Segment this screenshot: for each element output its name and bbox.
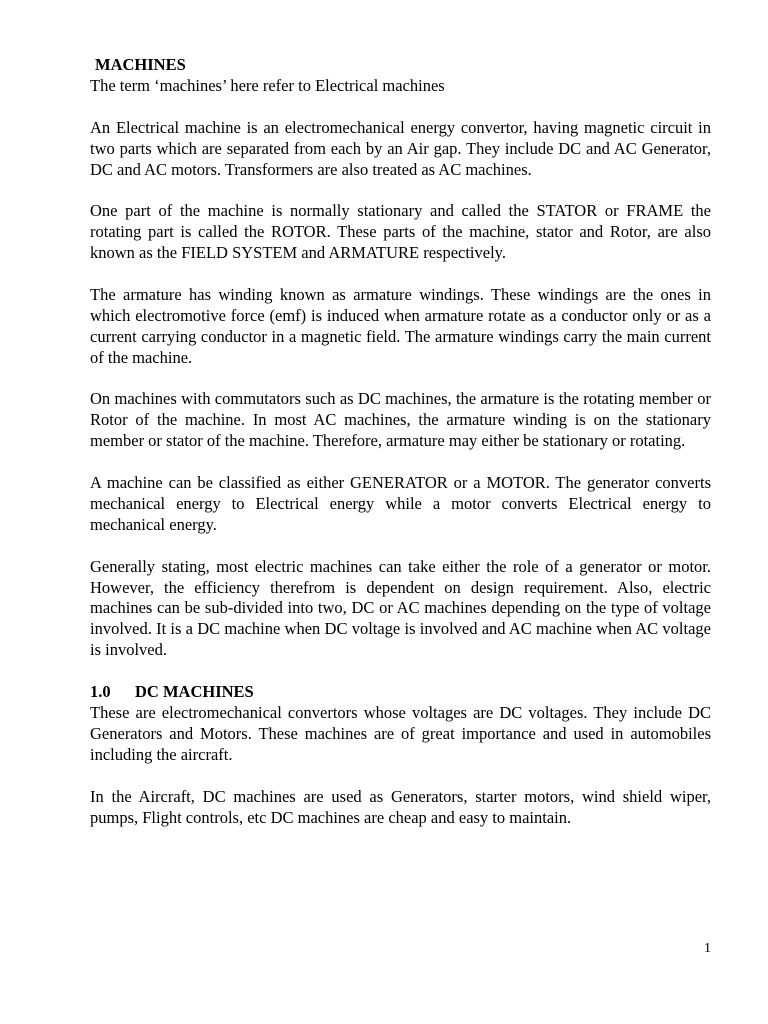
section-title: DC MACHINES [135,682,254,702]
paragraph-3: The armature has winding known as armature windings. These windings are the ones in which electromotive force (emf) is induced when armature rotate as a conductor only or as a current carrying conductor in a magnetic field. The armature windings carry the main current of the machine. [90,284,711,367]
section-number: 1.0 [90,682,111,702]
paragraph-4: On machines with commutators such as DC machines, the armature is the rotating member or Rotor of the machine. In most AC machines, the armature winding is on the stationary member or stator of the machine. Therefore, armature may either be stationary or rotating. [90,389,711,451]
page-number: 1 [704,941,711,956]
section-heading [90,682,711,703]
section-paragraph-2: In the Aircraft, DC machines are used as Generators, starter motors, wind shield wiper, pumps, Flight controls, etc DC machines are cheap and easy to maintain. [90,786,711,827]
paragraph-6: Generally stating, most electric machines can take either the role of a generator or motor. However, the efficiency therefrom is dependent on design requirement. Also, electric machines can be sub-divided into two, DC or AC machines depending on the type of voltage involved. It is a DC machine when DC voltage is involved and AC machine when AC voltage is involved. [90,556,711,660]
paragraph-1: An Electrical machine is an electromechanical energy convertor, having magnetic circuit in two parts which are separated from each by an Air gap. They include DC and AC Generator, DC and AC motors. Transformers are also treated as AC machines. [90,117,711,179]
document-subtitle: The term ‘machines’ here refer to Electrical machines [90,75,445,95]
section-paragraph-1: These are electromechanical convertors whose voltages are DC voltages. They include DC Generators and Motors. These machines are of great importance and used in automobiles including the aircraft. [90,702,711,764]
document-title: MACHINES [95,55,186,74]
paragraph-2: One part of the machine is normally stationary and called the STATOR or FRAME the rotating part is called the ROTOR. These parts of the machine, stator and Rotor, are also known as the FIELD SYSTEM and ARMATURE respectively. [90,201,711,263]
paragraph-5: A machine can be classified as either GENERATOR or a MOTOR. The generator converts mechanical energy to Electrical energy while a motor converts Electrical energy to mechanical energy. [90,473,711,534]
document-page [90,55,711,849]
